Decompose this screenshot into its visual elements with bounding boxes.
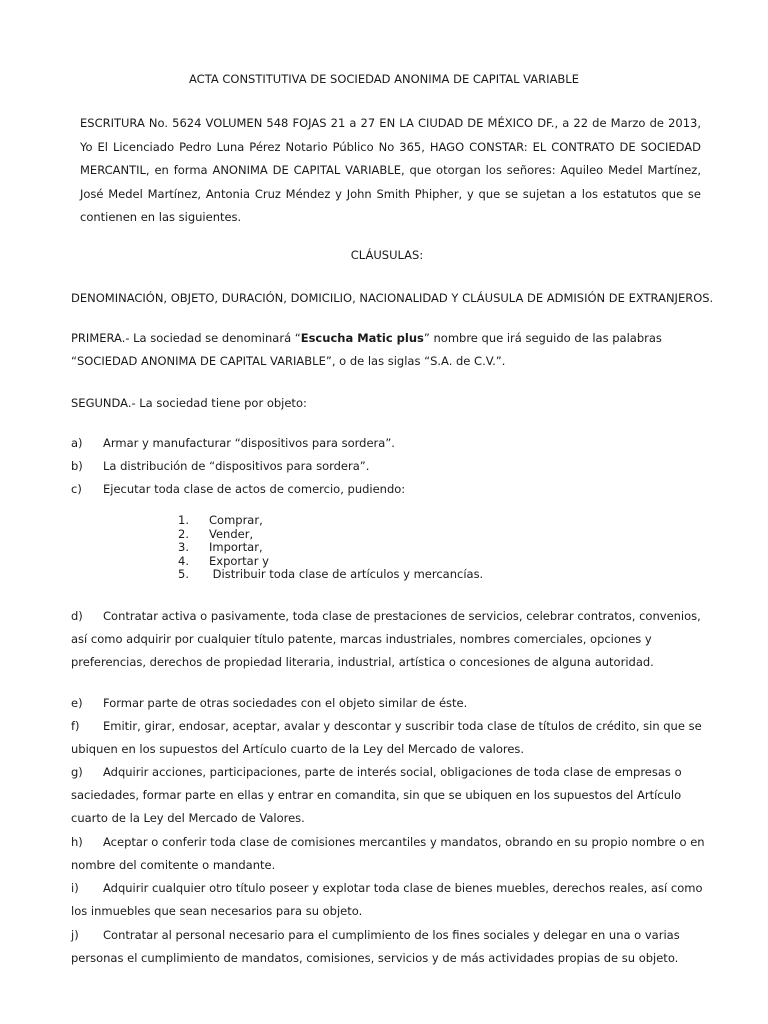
list-item-g xyxy=(71,761,711,831)
numbered-item-1: 1. Comprar, xyxy=(178,513,263,527)
list-item-h xyxy=(71,831,711,877)
segunda-clause: SEGUNDA.- La sociedad tiene por objeto: xyxy=(71,396,307,410)
item-letter: j) xyxy=(71,928,79,942)
primera-prefix: PRIMERA.- La sociedad se denominará “ xyxy=(71,331,301,345)
list-item-a xyxy=(71,432,711,455)
numbered-item-4: 4. Exportar y xyxy=(178,553,269,568)
list-item-i xyxy=(71,877,711,923)
list-item-c xyxy=(71,478,711,501)
list-item-d xyxy=(71,605,711,675)
item-text: Adquirir cualquier otro título poseer y explotar toda clase de bienes muebles, derechos reales, así como los inmuebles que sean necesarios para su objeto. xyxy=(71,881,703,919)
clausulas-heading: CLÁUSULAS: xyxy=(350,248,424,262)
list-item-f xyxy=(71,715,711,761)
item-letter: g) xyxy=(71,765,83,779)
list-item-b xyxy=(71,455,711,478)
item-letter: a) xyxy=(71,436,83,450)
list-item-j xyxy=(71,924,711,970)
item-text: Contratar al personal necesario para el cumplimiento de los fines sociales y delegar en una o varias personas el cumplimiento de mandatos, comisiones, servicios y de más actividades propias de su objeto. xyxy=(71,928,680,966)
item-letter: c) xyxy=(71,482,82,496)
numbered-item-5: 5. Distribuir toda clase de artículos y mercancías. xyxy=(178,567,484,581)
item-text: Formar parte de otras sociedades con el objeto similar de éste. xyxy=(103,696,468,710)
item-letter: d) xyxy=(71,609,83,623)
item-text: Ejecutar toda clase de actos de comercio, pudiendo: xyxy=(103,482,406,496)
section-heading: DENOMINACIÓN, OBJETO, DURACIÓN, DOMICILIO, NACIONALIDAD Y CLÁUSULA DE ADMISIÓN DE EXTRANJEROS. xyxy=(71,291,714,305)
item-letter: b) xyxy=(71,459,83,473)
numbered-item-2: 2. Vender, xyxy=(178,526,254,541)
item-text: La distribución de “dispositivos para sordera”. xyxy=(103,459,370,473)
numbered-list xyxy=(178,514,578,582)
document-title: ACTA CONSTITUTIVA DE SOCIEDAD ANONIMA DE CAPITAL VARIABLE xyxy=(189,72,579,86)
item-text: Contratar activa o pasivamente, toda clase de prestaciones de servicios, celebrar contratos, convenios, así como adquirir por cualquier título patente, marcas industriales, nombres comerciales, opciones y preferencias, derechos de propiedad literaria, industrial, artística o concesiones de alguna autoridad. xyxy=(71,609,701,670)
item-text: Emitir, girar, endosar, aceptar, avalar y descontar y suscribir toda clase de títulos de crédito, sin que se ubiquen en los supuestos del Artículo cuarto de la Ley del Mercado de valores. xyxy=(71,719,702,757)
item-letter: e) xyxy=(71,696,83,710)
company-name: Escucha Matic plus xyxy=(300,331,424,345)
primera-clause-line1 xyxy=(71,329,662,347)
item-text: Armar y manufacturar “dispositivos para sordera”. xyxy=(103,436,395,450)
primera-suffix: ” nombre que irá seguido de las palabras xyxy=(423,331,662,345)
item-letter: h) xyxy=(71,835,83,849)
item-letter: f) xyxy=(71,719,80,733)
numbered-item-3: 3. Importar, xyxy=(178,540,263,554)
primera-clause-line2: “SOCIEDAD ANONIMA DE CAPITAL VARIABLE”, o de las siglas “S.A. de C.V.”. xyxy=(71,354,506,368)
list-item-e xyxy=(71,692,711,715)
intro-paragraph: ESCRITURA No. 5624 VOLUMEN 548 FOJAS 21 a 27 EN LA CIUDAD DE MÉXICO DF., a 22 de Marzo de 2013, Yo El Licenciado Pedro Luna Pérez Notario Público No 365, HAGO CONSTAR: EL CONTRATO DE SOCIEDAD MERCANTIL, en forma ANONIMA DE CAPITAL VARIABLE, que otorgan los señores: Aquileo Medel Martínez, José Medel Martínez, Antonia Cruz Méndez y John Smith Phipher, y que se sujetan a los estatutos que se contienen en las siguientes. xyxy=(80,116,701,224)
item-letter: i) xyxy=(71,881,79,895)
item-text: Adquirir acciones, participaciones, parte de interés social, obligaciones de toda clase de empresas o saciedades, formar parte en ellas y entrar en comandita, sin que se ubiquen en los supuestos del Artículo cuarto de la Ley del Mercado de Valores. xyxy=(71,765,682,826)
item-text: Aceptar o conferir toda clase de comisiones mercantiles y mandatos, obrando en su propio nombre o en nombre del comitente o mandante. xyxy=(71,835,705,873)
